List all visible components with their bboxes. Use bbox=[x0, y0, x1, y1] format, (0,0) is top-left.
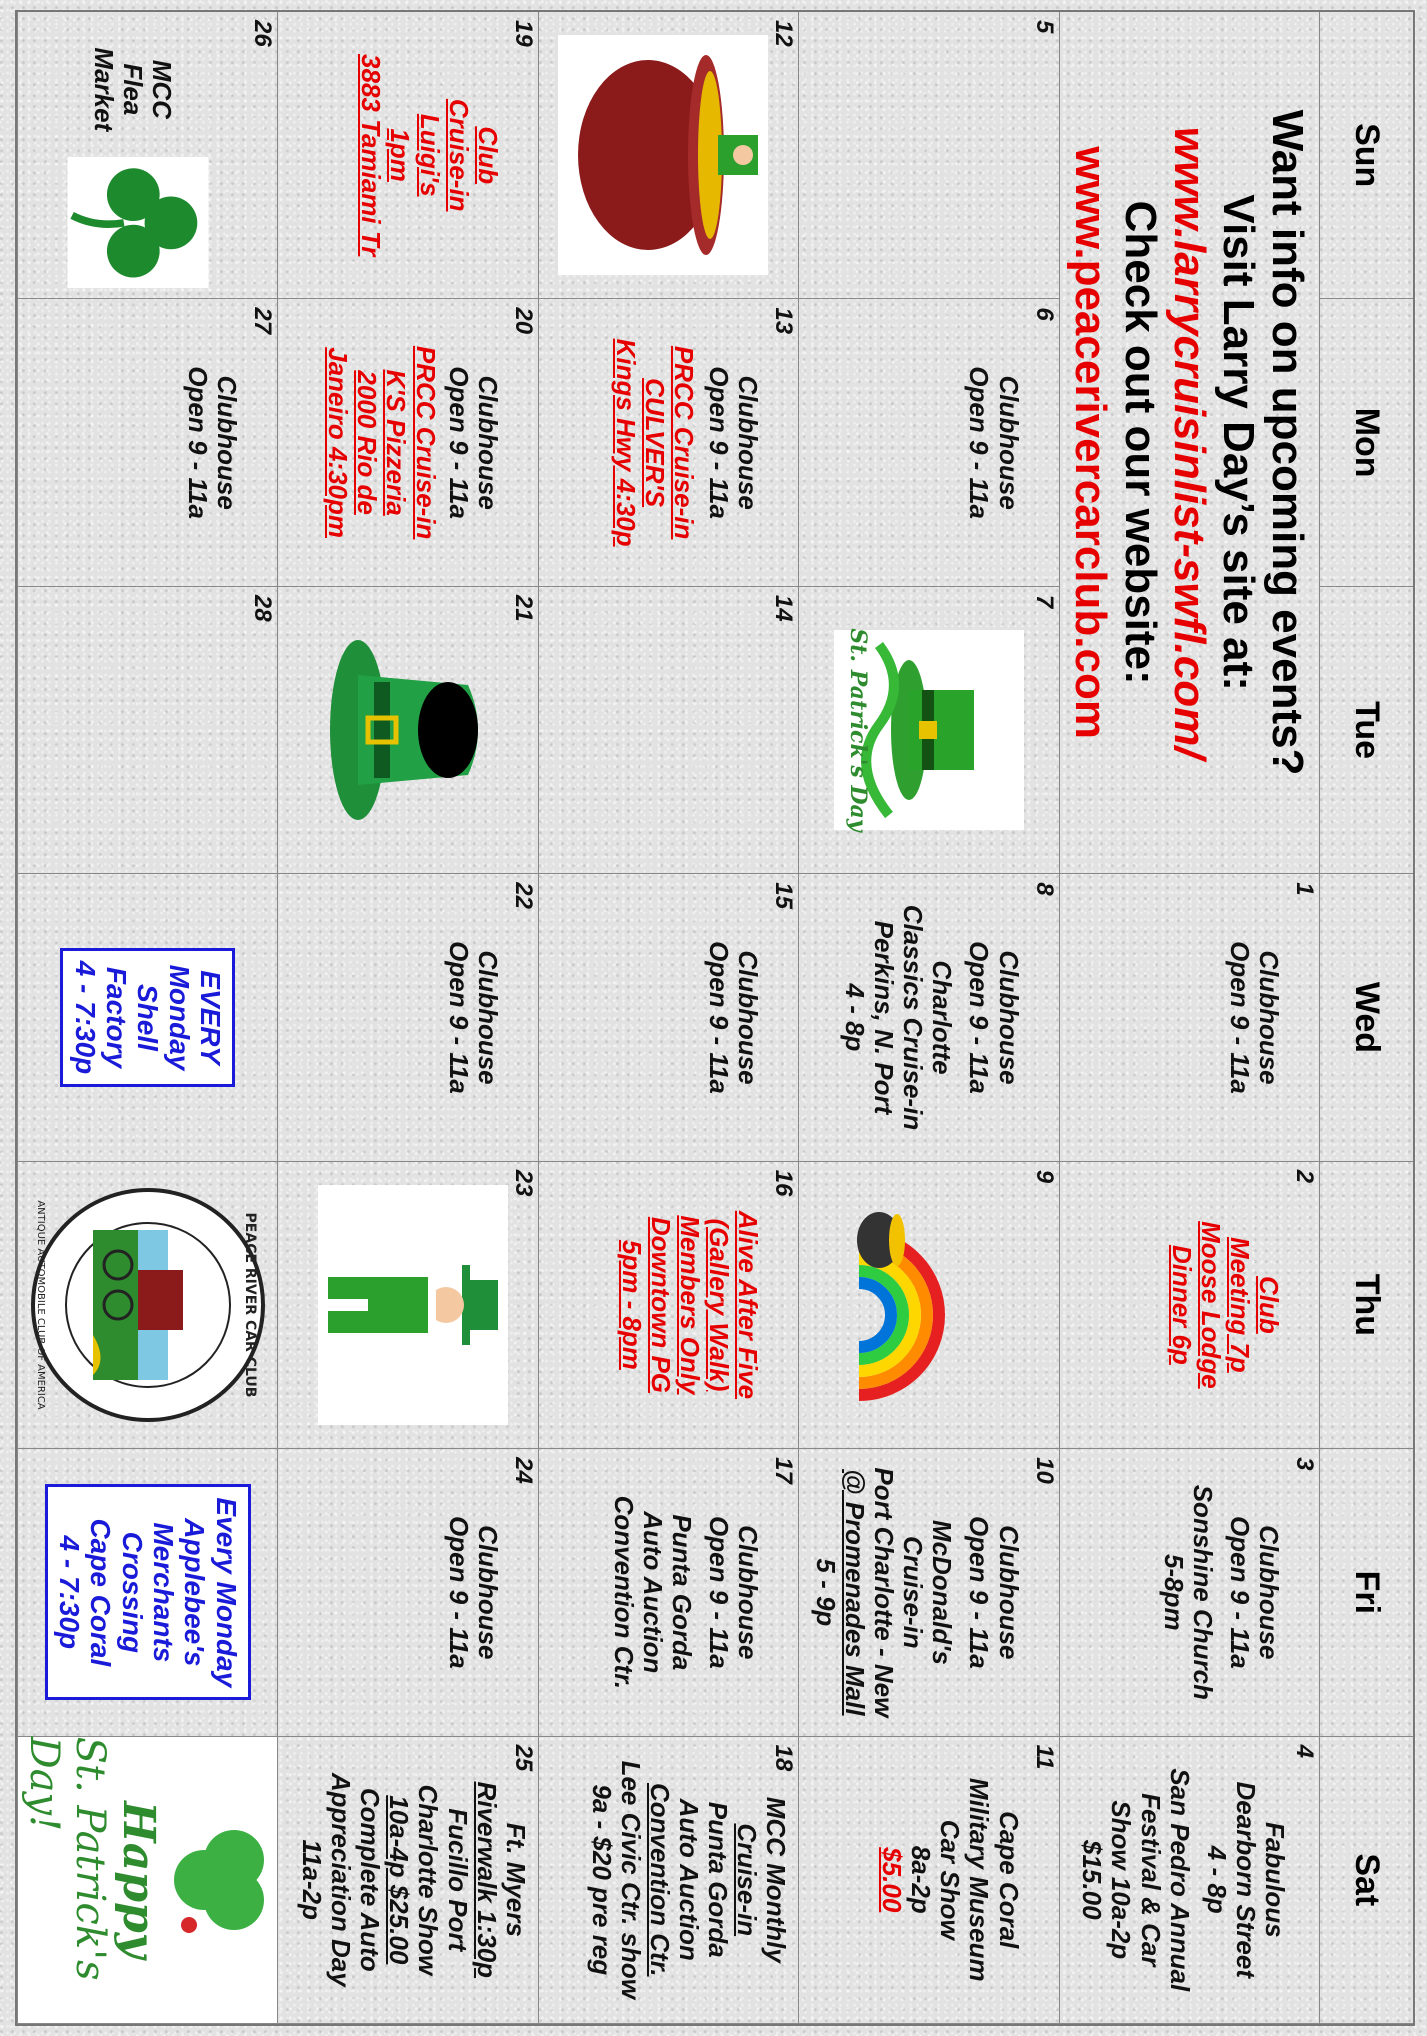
event-line: Convention Ctr. bbox=[644, 1782, 675, 1977]
event-line: Open 9 - 11a bbox=[704, 941, 735, 1094]
event-line: PRCC Cruise-in bbox=[668, 345, 699, 540]
box-line: Monday bbox=[163, 964, 195, 1071]
event-line: Show 10a-2p bbox=[1106, 1800, 1137, 1960]
st-patricks-text: St. Patrick's Day bbox=[844, 628, 871, 832]
event-line: 5pm - 8pm bbox=[616, 1239, 647, 1370]
day-number: 19 bbox=[509, 20, 537, 47]
event-line: MCC bbox=[147, 59, 178, 119]
event-line: Clubhouse bbox=[993, 1525, 1024, 1660]
event-line: Military Museum bbox=[964, 1777, 995, 1982]
box-line: EVERY bbox=[195, 970, 227, 1065]
header-mon: Mon bbox=[1319, 299, 1413, 586]
day-number: 18 bbox=[770, 1744, 798, 1772]
day-number: 20 bbox=[509, 307, 537, 335]
event-line: Charlotte Show bbox=[413, 1784, 444, 1976]
day-number: 12 bbox=[770, 20, 798, 47]
event-line: $15.00 bbox=[1077, 1840, 1108, 1920]
event-line: Kings Hwy 4:30p bbox=[610, 338, 641, 547]
event-line: Open 9 - 11a bbox=[964, 941, 995, 1094]
event-line: Fabulous bbox=[1260, 1821, 1290, 1938]
event-line: Riverwalk 1:30p bbox=[471, 1781, 502, 1979]
event-line: Clubhouse bbox=[733, 1525, 764, 1660]
day-number: 13 bbox=[770, 307, 798, 335]
day-cell-1 bbox=[1059, 874, 1319, 1161]
event-line: 1pm bbox=[385, 128, 416, 182]
event-line: @ Promenades Mall bbox=[840, 1469, 871, 1716]
event-line: Alive After Five bbox=[733, 1210, 764, 1400]
day-cell-7 bbox=[798, 587, 1058, 874]
applebees-box bbox=[45, 1484, 251, 1700]
day-cell-3 bbox=[1059, 1449, 1319, 1736]
box-wed-panel bbox=[17, 874, 277, 1161]
day-number: 25 bbox=[509, 1744, 537, 1772]
event-line: Open 9 - 11a bbox=[443, 1516, 474, 1669]
box-line: Applebee's bbox=[179, 1518, 211, 1667]
event-line: Fucillo Port bbox=[442, 1808, 473, 1952]
event-line: Clubhouse bbox=[1254, 1525, 1284, 1660]
day-number: 15 bbox=[770, 882, 798, 909]
header-thu: Thu bbox=[1319, 1162, 1413, 1449]
event-line: Open 9 - 11a bbox=[443, 366, 474, 519]
day-cell-8 bbox=[798, 874, 1058, 1161]
info-panel bbox=[1059, 12, 1319, 874]
event-line: Open 9 - 11a bbox=[964, 366, 995, 519]
event-line: Cruise-in bbox=[898, 1536, 929, 1649]
day-number: 3 bbox=[1291, 1457, 1318, 1471]
event-line: Charlotte bbox=[927, 960, 958, 1075]
happy-text: Happy bbox=[113, 1801, 165, 1959]
day-cell-12 bbox=[538, 12, 798, 299]
day-cell-20 bbox=[277, 299, 537, 586]
event-line: Open 9 - 11a bbox=[1224, 941, 1255, 1094]
event-line: Janeiro 4:30pm bbox=[323, 347, 354, 538]
event-line: (Gallery Walk) bbox=[704, 1218, 735, 1392]
event-line: MCC Monthly bbox=[761, 1796, 792, 1963]
event-line: Clubhouse bbox=[733, 375, 764, 510]
header-wed: Wed bbox=[1319, 874, 1413, 1161]
day-cell-10 bbox=[798, 1449, 1058, 1736]
day-number: 2 bbox=[1291, 1169, 1318, 1184]
event-price: $5.00 bbox=[877, 1847, 908, 1913]
day-number: 8 bbox=[1030, 882, 1058, 896]
day-number: 24 bbox=[509, 1457, 537, 1484]
info-line-1: Want info on upcoming events? bbox=[1263, 109, 1313, 776]
day-cell-26 bbox=[17, 12, 277, 299]
box-line: Shell bbox=[132, 984, 164, 1051]
event-line: Clubhouse bbox=[1254, 950, 1284, 1085]
event-line: 2000 Rio de bbox=[352, 370, 383, 515]
event-line: Dinner 6p bbox=[1166, 1244, 1197, 1365]
event-line: Punta Gorda bbox=[702, 1801, 733, 1958]
day-cell-2 bbox=[1059, 1162, 1319, 1449]
box-line: Merchants bbox=[148, 1522, 180, 1663]
leprechaun-icon bbox=[318, 1185, 508, 1425]
event-line: Classics Cruise-in bbox=[898, 904, 929, 1131]
event-line: Luigi's bbox=[414, 113, 445, 197]
event-line: Auto Auction bbox=[673, 1798, 704, 1961]
event-line: K'S Pizzeria bbox=[381, 369, 412, 516]
day-cell-13 bbox=[538, 299, 798, 586]
day-cell-21 bbox=[277, 587, 537, 874]
day-cell-16 bbox=[538, 1162, 798, 1449]
day-number: 4 bbox=[1291, 1744, 1318, 1758]
event-line: Clubhouse bbox=[733, 950, 764, 1085]
day-cell-19 bbox=[277, 12, 537, 299]
day-number: 9 bbox=[1030, 1169, 1058, 1184]
event-line: Clubhouse bbox=[212, 375, 243, 510]
logo-top-text: PEACE RIVER CAR CLUB bbox=[241, 1212, 258, 1398]
day-cell-28 bbox=[17, 587, 277, 874]
shell-factory-box bbox=[60, 948, 235, 1088]
event-line: Flea Market bbox=[89, 47, 149, 132]
event-line: Lee Civic Ctr. show bbox=[615, 1760, 646, 1999]
box-line: Crossing bbox=[116, 1531, 148, 1654]
leprechaun-pot-icon bbox=[558, 35, 768, 275]
calendar-grid bbox=[15, 10, 1415, 2026]
header-tue: Tue bbox=[1319, 587, 1413, 874]
event-line: Complete Auto bbox=[355, 1787, 386, 1972]
day-cell-6 bbox=[798, 299, 1058, 586]
event-line: Moose Lodge bbox=[1195, 1221, 1226, 1389]
day-number: 27 bbox=[249, 307, 277, 335]
day-number: 1 bbox=[1291, 882, 1318, 896]
day-number: 5 bbox=[1030, 20, 1058, 34]
box-fri-panel bbox=[17, 1449, 277, 1736]
event-line: 9a - $20 pre reg bbox=[586, 1784, 617, 1976]
event-line: Clubhouse bbox=[472, 375, 503, 510]
event-line: Open 9 - 11a bbox=[704, 366, 735, 519]
day-cell-4 bbox=[1059, 1737, 1319, 2024]
event-line: Clubhouse bbox=[993, 375, 1024, 510]
day-number: 23 bbox=[509, 1169, 537, 1197]
day-number: 26 bbox=[249, 20, 277, 47]
club-logo-panel bbox=[17, 1162, 277, 1449]
club-site-link[interactable]: www.peacerivercarclub.com bbox=[1066, 146, 1116, 739]
header-sat: Sat bbox=[1319, 1737, 1413, 2024]
event-line: 4 - 8p bbox=[840, 983, 871, 1052]
event-line: San Pedro Annual bbox=[1164, 1768, 1195, 1992]
event-line: 5-8pm bbox=[1158, 1554, 1189, 1631]
leprechaun-hat-icon bbox=[318, 630, 508, 830]
event-line: Clubhouse bbox=[472, 950, 503, 1085]
day-number: 11 bbox=[1030, 1744, 1058, 1770]
day-cell-11 bbox=[798, 1737, 1058, 2024]
event-line: Members Only bbox=[674, 1215, 705, 1395]
event-line: 10a-4p $25.00 bbox=[384, 1795, 415, 1965]
day-cell-14 bbox=[538, 587, 798, 874]
info-line-2: Visit Larry Day’s site at: bbox=[1214, 194, 1264, 691]
day-cell-27 bbox=[17, 299, 277, 586]
larry-site-link[interactable]: www.larrycruisinlist-swfl.com/ bbox=[1164, 126, 1214, 759]
event-line: CULVER'S bbox=[639, 378, 670, 508]
event-line: 11a-2p bbox=[297, 1839, 328, 1920]
day-cell-17 bbox=[538, 1449, 798, 1736]
event-line: Open 9 - 11a bbox=[1224, 1516, 1255, 1669]
shamrock-icon bbox=[63, 157, 213, 289]
day-number: 14 bbox=[770, 594, 798, 622]
event-line: Port Charlotte - New bbox=[869, 1467, 900, 1718]
day-cell-5 bbox=[798, 12, 1058, 299]
day-number: 22 bbox=[509, 882, 537, 909]
event-line: Appreciation Day bbox=[326, 1772, 357, 1987]
event-line: Clubhouse bbox=[993, 950, 1024, 1085]
day-cell-23 bbox=[277, 1162, 537, 1449]
event-line: Open 9 - 11a bbox=[443, 941, 474, 1094]
event-line: Downtown PG bbox=[645, 1216, 676, 1394]
event-line: Punta Gorda bbox=[666, 1514, 697, 1671]
event-line: Sonshine Church bbox=[1187, 1484, 1218, 1700]
event-line: Festival & Car bbox=[1135, 1793, 1166, 1967]
box-line: Every Monday bbox=[210, 1497, 242, 1688]
four-leaf-clover-icon bbox=[164, 1800, 274, 1960]
header-sun: Sun bbox=[1319, 12, 1413, 299]
box-line: Cape Coral bbox=[85, 1518, 117, 1667]
day-number: 17 bbox=[770, 1457, 798, 1484]
day-number: 21 bbox=[509, 594, 537, 622]
event-line: Club bbox=[472, 126, 503, 185]
event-line: Open 9 - 11a bbox=[704, 1516, 735, 1669]
event-line: Clubhouse bbox=[472, 1525, 503, 1660]
day-number: 28 bbox=[249, 594, 277, 622]
st-patricks-day-text: St. Patrick's Day! bbox=[21, 1736, 114, 1981]
day-cell-18 bbox=[538, 1737, 798, 2024]
day-cell-24 bbox=[277, 1449, 537, 1736]
event-line: Dearborn Street bbox=[1230, 1781, 1261, 1979]
event-line: Perkins, N. Port bbox=[869, 920, 900, 1115]
info-line-3: Check out our website: bbox=[1115, 200, 1165, 685]
event-line: 4 - 8p bbox=[1201, 1845, 1232, 1914]
event-line: 5 - 9p bbox=[810, 1558, 841, 1627]
box-line: 4 - 7:30p bbox=[54, 1535, 85, 1650]
event-line: Meeting 7p bbox=[1224, 1237, 1255, 1373]
event-line: 8a-2p bbox=[906, 1845, 937, 1914]
happy-st-patricks-panel bbox=[17, 1737, 277, 2024]
logo-bottom-text: ANTIQUE AUTOMOBILE CLUB OF AMERICA bbox=[34, 1200, 46, 1410]
st-patricks-hat-icon bbox=[829, 625, 1029, 835]
rainbow-pot-of-gold-icon bbox=[849, 1195, 1029, 1415]
event-line: Cruise-in bbox=[443, 98, 474, 212]
event-line: Open 9 - 11a bbox=[183, 366, 214, 519]
event-line: Auto Auction bbox=[637, 1511, 668, 1674]
day-cell-22 bbox=[277, 874, 537, 1161]
header-fri: Fri bbox=[1319, 1449, 1413, 1736]
event-line: Car Show bbox=[935, 1819, 966, 1940]
day-cell-25 bbox=[277, 1737, 537, 2024]
event-line: Cruise-in bbox=[732, 1823, 763, 1937]
box-line: Factory bbox=[101, 966, 133, 1069]
event-line: Cape Coral bbox=[993, 1811, 1024, 1949]
day-cell-15 bbox=[538, 874, 798, 1161]
event-line: Convention Ctr. bbox=[608, 1495, 639, 1690]
day-number: 10 bbox=[1030, 1457, 1058, 1484]
event-line: 3883 Tamiami Tr bbox=[356, 54, 387, 257]
event-line: Ft. Myers bbox=[500, 1822, 531, 1937]
club-logo bbox=[28, 1185, 268, 1425]
event-line: Open 9 - 11a bbox=[964, 1516, 995, 1669]
event-line: PRCC Cruise-in bbox=[410, 345, 441, 540]
day-number: 16 bbox=[770, 1169, 798, 1197]
box-line: 4 - 7:30p bbox=[69, 960, 101, 1075]
event-line: Club bbox=[1254, 1276, 1284, 1334]
day-number: 7 bbox=[1030, 594, 1058, 609]
event-line: McDonald's bbox=[927, 1519, 958, 1665]
day-cell-9 bbox=[798, 1162, 1058, 1449]
day-number: 6 bbox=[1030, 307, 1058, 321]
